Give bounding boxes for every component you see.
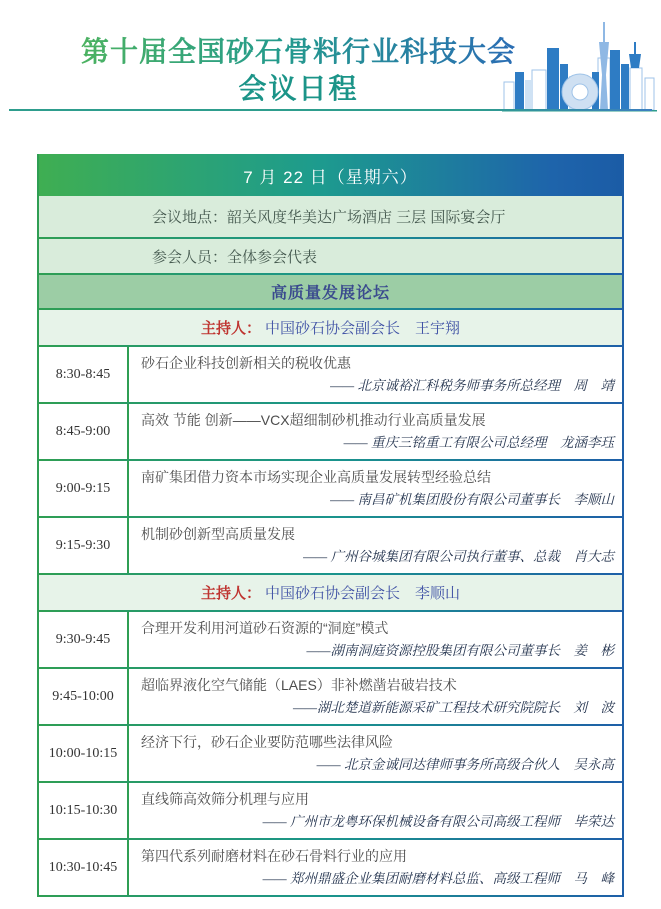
session-topic: 直线筛高效筛分机理与应用 [141,791,309,807]
attendees-row [39,239,622,275]
session-topic: 合理开发利用河道砂石资源的“洞庭”模式 [141,620,389,636]
session-time: 9:00-9:15 [55,480,111,496]
session-row [39,726,622,783]
session-row [39,669,622,726]
session-content [129,461,622,516]
header-divider [9,109,652,111]
session-speaker: —— 南昌矿机集团股份有限公司董事长 李顺山 [330,492,614,507]
session-content [129,840,622,895]
session-topic: 砂石企业科技创新相关的税收优惠 [141,355,351,371]
session-row [39,840,622,897]
session-topic: 南矿集团借力资本市场实现企业高质量发展转型经验总结 [141,469,491,485]
city-skyline-icon [502,20,657,115]
session-row [39,518,622,575]
session-row [39,461,622,518]
session-content [129,612,622,667]
session-time: 9:15-9:30 [55,537,111,553]
session-speaker: —— 重庆三铭重工有限公司总经理 龙涵李珏 [343,435,614,450]
page-header [0,0,661,150]
session-speaker: —— 北京诚裕汇科税务师事务所总经理 周 靖 [330,378,614,393]
forum-title: 高质量发展论坛 [270,285,390,302]
session-topic: 第四代系列耐磨材料在砂石骨料行业的应用 [141,848,407,864]
host-label: 主持人： [200,585,261,602]
host-row-2 [39,575,622,612]
session-speaker: ——湖南洞庭资源控股集团有限公司董事长 姜 彬 [306,643,614,658]
session-time: 8:45-9:00 [55,423,111,439]
session-row [39,612,622,669]
session-topic: 超临界液化空气储能（LAES）非补燃凿岩破岩技术 [141,677,457,693]
session-content [129,404,622,459]
session-topic: 高效 节能 创新——VCX超细制砂机推动行业高质量发展 [141,412,486,428]
host-row-1 [39,310,622,347]
session-topic: 机制砂创新型高质量发展 [141,526,295,542]
session-speaker: —— 广州谷城集团有限公司执行董事、总裁 肖大志 [303,549,614,564]
session-speaker: —— 北京金诚同达律师事务所高级合伙人 吴永高 [316,757,614,772]
session-time: 10:15-10:30 [48,802,118,818]
host-label: 主持人： [200,320,261,337]
location-row [39,196,622,239]
day-label: 7 月 22 日（星期六） [243,167,418,187]
session-row [39,783,622,840]
day-header [39,154,622,196]
conference-title: 第十届全国砂石骨料行业科技大会 [81,34,516,70]
attendees-text: 参会人员：全体参会代表 [152,248,318,266]
session-content [129,518,622,573]
session-time: 10:00-10:15 [48,745,118,761]
location-text: 会议地点：韶关风度华美达广场酒店 三层 国际宴会厅 [152,209,506,226]
session-row [39,347,622,404]
host-name: 中国砂石协会副会长 王宇翔 [265,320,461,337]
session-time: 9:45-10:00 [52,688,114,704]
session-speaker: —— 广州市龙粤环保机械设备有限公司高级工程师 毕荣达 [262,814,614,829]
session-content [129,669,622,724]
agenda-table [37,154,624,897]
session-speaker: ——湖北楚道新能源采矿工程技术研究院院长 刘 波 [292,700,614,715]
session-content [129,783,622,838]
session-row [39,404,622,461]
session-time: 9:30-9:45 [55,631,111,647]
session-time: 10:30-10:45 [48,859,118,875]
agenda-subtitle: 会议日程 [238,73,359,104]
host-name: 中国砂石协会副会长 李顺山 [265,585,461,602]
session-topic: 经济下行，砂石企业要防范哪些法律风险 [141,734,393,750]
session-content [129,347,622,402]
session-content [129,726,622,781]
session-speaker: —— 郑州鼎盛企业集团耐磨材料总监、高级工程师 马 峰 [262,871,614,886]
session-time: 8:30-8:45 [55,366,111,382]
forum-title-row [39,275,622,310]
